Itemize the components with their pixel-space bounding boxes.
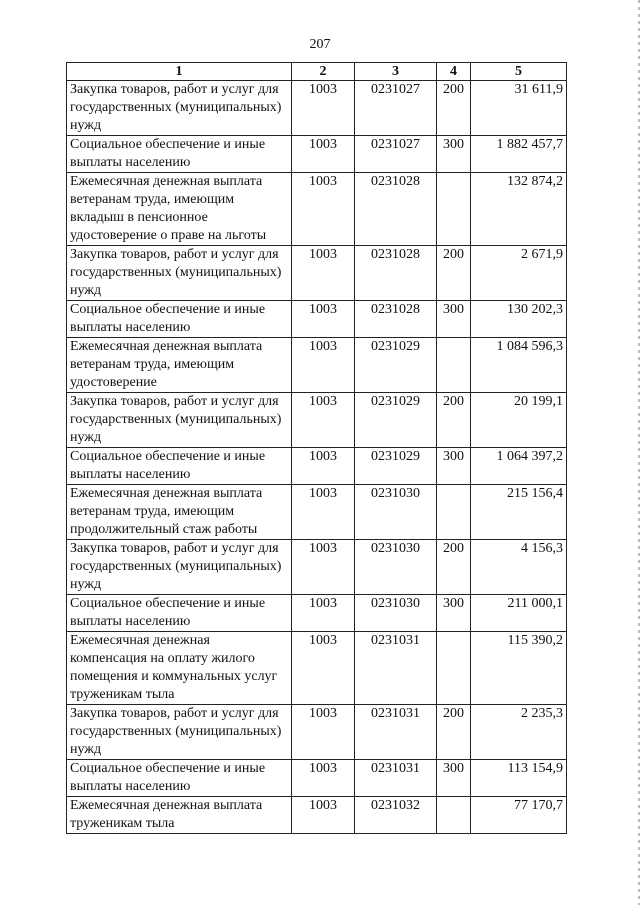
budget-table bbox=[66, 62, 567, 834]
row-target-code: 0231027 bbox=[355, 136, 437, 173]
row-name: Ежемесячная денежная выплата труженикам тыла bbox=[67, 797, 292, 834]
row-amount: 4 156,3 bbox=[471, 540, 567, 595]
header-row bbox=[67, 63, 567, 81]
row-section-code: 1003 bbox=[292, 760, 355, 797]
row-section-code: 1003 bbox=[292, 632, 355, 705]
row-target-code: 0231029 bbox=[355, 448, 437, 485]
table-row bbox=[67, 136, 567, 173]
row-expense-type bbox=[437, 485, 471, 540]
page-number: 207 bbox=[309, 37, 331, 52]
row-expense-type: 300 bbox=[437, 760, 471, 797]
header-col-2: 2 bbox=[292, 63, 355, 81]
row-target-code: 0231032 bbox=[355, 797, 437, 834]
row-section-code: 1003 bbox=[292, 485, 355, 540]
row-section-code: 1003 bbox=[292, 393, 355, 448]
row-expense-type: 200 bbox=[437, 246, 471, 301]
row-amount: 130 202,3 bbox=[471, 301, 567, 338]
row-amount: 1 084 596,3 bbox=[471, 338, 567, 393]
row-section-code: 1003 bbox=[292, 136, 355, 173]
row-name: Социальное обеспечение и иные выплаты населению bbox=[67, 760, 292, 797]
row-expense-type: 300 bbox=[437, 595, 471, 632]
row-name: Социальное обеспечение и иные выплаты населению bbox=[67, 595, 292, 632]
row-name: Закупка товаров, работ и услуг для государственных (муниципальных) нужд bbox=[67, 705, 292, 760]
row-amount: 115 390,2 bbox=[471, 632, 567, 705]
row-amount: 1 064 397,2 bbox=[471, 448, 567, 485]
row-expense-type bbox=[437, 338, 471, 393]
row-amount: 2 235,3 bbox=[471, 705, 567, 760]
row-target-code: 0231031 bbox=[355, 760, 437, 797]
row-target-code: 0231028 bbox=[355, 246, 437, 301]
table-row bbox=[67, 760, 567, 797]
table-header bbox=[67, 63, 567, 81]
row-expense-type bbox=[437, 632, 471, 705]
row-expense-type: 200 bbox=[437, 81, 471, 136]
row-amount: 113 154,9 bbox=[471, 760, 567, 797]
row-amount: 77 170,7 bbox=[471, 797, 567, 834]
row-section-code: 1003 bbox=[292, 173, 355, 246]
row-name: Социальное обеспечение и иные выплаты населению bbox=[67, 136, 292, 173]
table-row bbox=[67, 632, 567, 705]
row-expense-type: 200 bbox=[437, 540, 471, 595]
table-row bbox=[67, 540, 567, 595]
row-name: Закупка товаров, работ и услуг для государственных (муниципальных) нужд bbox=[67, 393, 292, 448]
row-section-code: 1003 bbox=[292, 595, 355, 632]
row-name: Ежемесячная денежная выплата ветеранам труда, имеющим удостоверение bbox=[67, 338, 292, 393]
row-expense-type bbox=[437, 173, 471, 246]
row-target-code: 0231030 bbox=[355, 595, 437, 632]
row-name: Закупка товаров, работ и услуг для государственных (муниципальных) нужд bbox=[67, 540, 292, 595]
row-amount: 20 199,1 bbox=[471, 393, 567, 448]
row-amount: 132 874,2 bbox=[471, 173, 567, 246]
header-col-5: 5 bbox=[471, 63, 567, 81]
row-section-code: 1003 bbox=[292, 338, 355, 393]
row-expense-type: 300 bbox=[437, 448, 471, 485]
row-name: Социальное обеспечение и иные выплаты населению bbox=[67, 448, 292, 485]
row-name: Ежемесячная денежная выплата ветеранам труда, имеющим вкладыш в пенсионное удостоверение о праве на льготы bbox=[67, 173, 292, 246]
row-name: Ежемесячная денежная выплата ветеранам труда, имеющим продолжительный стаж работы bbox=[67, 485, 292, 540]
row-target-code: 0231030 bbox=[355, 540, 437, 595]
header-col-3: 3 bbox=[355, 63, 437, 81]
row-target-code: 0231031 bbox=[355, 632, 437, 705]
header-col-1: 1 bbox=[67, 63, 292, 81]
table-row bbox=[67, 338, 567, 393]
row-target-code: 0231029 bbox=[355, 338, 437, 393]
table-row bbox=[67, 81, 567, 136]
table-row bbox=[67, 485, 567, 540]
row-name: Закупка товаров, работ и услуг для государственных (муниципальных) нужд bbox=[67, 246, 292, 301]
table-row bbox=[67, 173, 567, 246]
row-section-code: 1003 bbox=[292, 705, 355, 760]
row-name: Ежемесячная денежная компенсация на оплату жилого помещения и коммунальных услуг труженикам тыла bbox=[67, 632, 292, 705]
row-expense-type bbox=[437, 797, 471, 834]
table-body bbox=[67, 81, 567, 834]
row-name: Социальное обеспечение и иные выплаты населению bbox=[67, 301, 292, 338]
table-row bbox=[67, 246, 567, 301]
row-target-code: 0231031 bbox=[355, 705, 437, 760]
table-row bbox=[67, 797, 567, 834]
row-target-code: 0231030 bbox=[355, 485, 437, 540]
row-target-code: 0231027 bbox=[355, 81, 437, 136]
header-col-4: 4 bbox=[437, 63, 471, 81]
row-expense-type: 200 bbox=[437, 393, 471, 448]
row-target-code: 0231029 bbox=[355, 393, 437, 448]
row-amount: 215 156,4 bbox=[471, 485, 567, 540]
table-row bbox=[67, 705, 567, 760]
row-section-code: 1003 bbox=[292, 301, 355, 338]
row-expense-type: 200 bbox=[437, 705, 471, 760]
row-name: Закупка товаров, работ и услуг для государственных (муниципальных) нужд bbox=[67, 81, 292, 136]
row-section-code: 1003 bbox=[292, 246, 355, 301]
row-target-code: 0231028 bbox=[355, 173, 437, 246]
row-amount: 31 611,9 bbox=[471, 81, 567, 136]
row-section-code: 1003 bbox=[292, 448, 355, 485]
row-amount: 2 671,9 bbox=[471, 246, 567, 301]
row-section-code: 1003 bbox=[292, 797, 355, 834]
row-amount: 1 882 457,7 bbox=[471, 136, 567, 173]
row-target-code: 0231028 bbox=[355, 301, 437, 338]
row-expense-type: 300 bbox=[437, 136, 471, 173]
row-section-code: 1003 bbox=[292, 81, 355, 136]
table-row bbox=[67, 393, 567, 448]
table-row bbox=[67, 595, 567, 632]
table-row bbox=[67, 301, 567, 338]
row-amount: 211 000,1 bbox=[471, 595, 567, 632]
row-expense-type: 300 bbox=[437, 301, 471, 338]
row-section-code: 1003 bbox=[292, 540, 355, 595]
table-row bbox=[67, 448, 567, 485]
